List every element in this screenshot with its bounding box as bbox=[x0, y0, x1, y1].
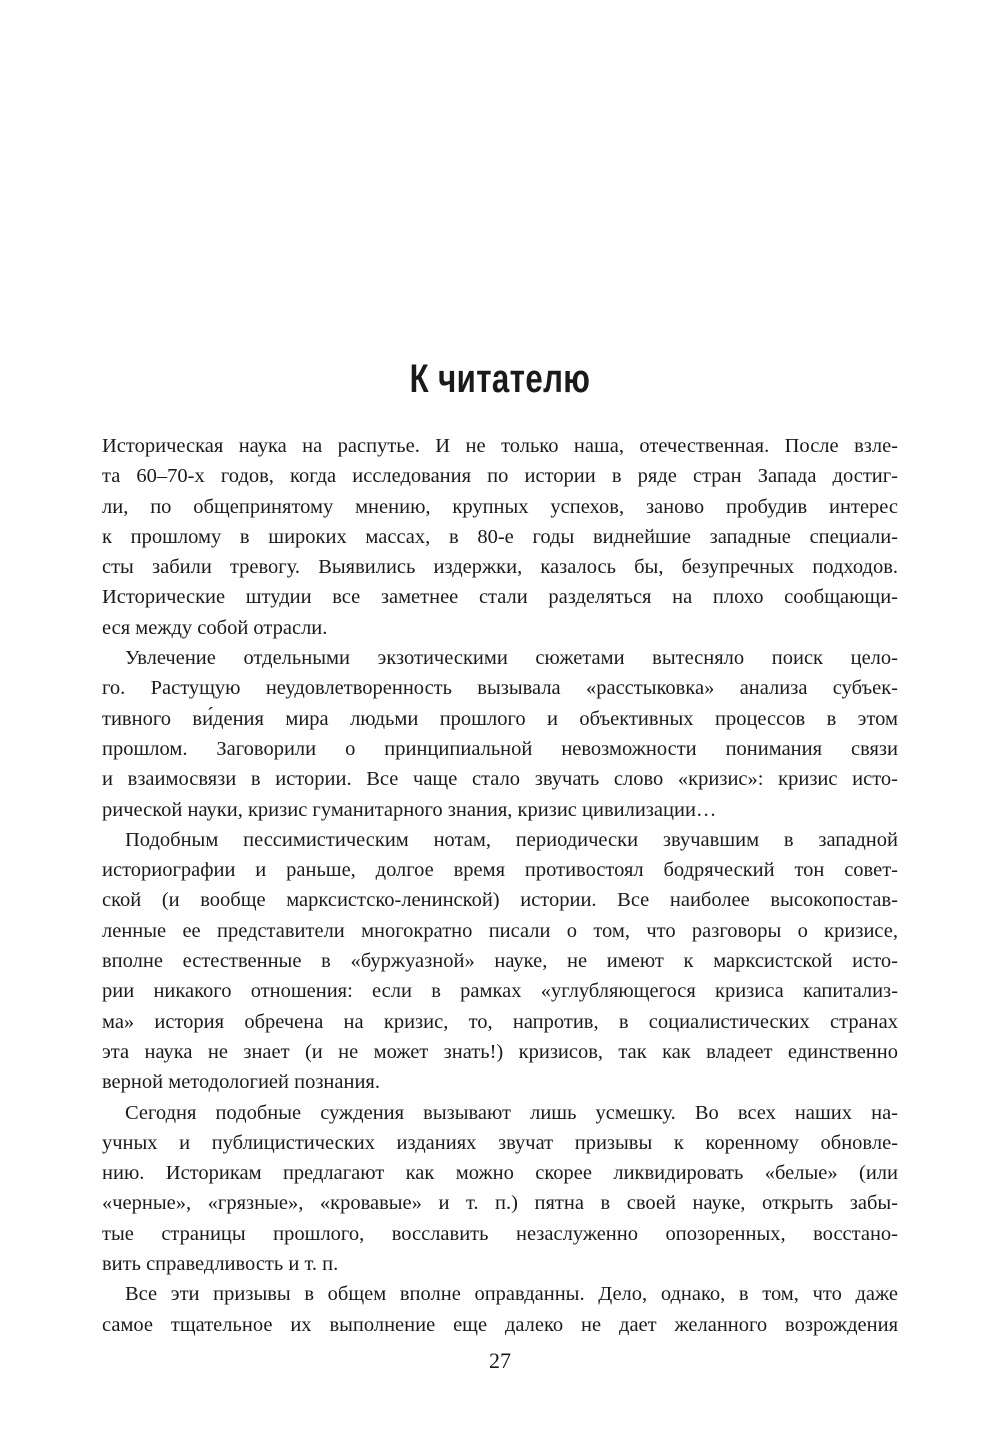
text-line: к прошлому в широких массах, в 80-е годы виднейшие западные специали- bbox=[102, 525, 898, 548]
text-line: самое тщательное их выполнение еще далеко не дает желанного возрождения bbox=[102, 1313, 898, 1336]
text-line: эта наука не знает (и не может знать!) кризисов, так как владеет единственно bbox=[102, 1040, 898, 1063]
text-line: вить справедливость и т. п. bbox=[102, 1253, 339, 1276]
text-line: рической науки, кризис гуманитарного знания, кризис цивилизации… bbox=[102, 798, 717, 821]
text-line: рии никакого отношения: если в рамках «углубляющегося кризиса капитализ- bbox=[102, 980, 898, 1003]
text-line: ли, по общепринятому мнению, крупных успехов, заново пробудив интерес bbox=[102, 495, 898, 518]
paragraph bbox=[102, 1098, 898, 1280]
text-line: «черные», «грязные», «кровавые» и т. п.) пятна в своей науке, открыть забы- bbox=[102, 1192, 898, 1215]
text-line: учных и публицистических изданиях звучат призывы к коренному обновле- bbox=[102, 1131, 898, 1154]
text-line: тые страницы прошлого, восславить незаслуженно опозоренных, восстано- bbox=[102, 1222, 898, 1245]
paragraph bbox=[102, 825, 898, 1098]
text-line: еся между собой отрасли. bbox=[102, 616, 328, 639]
text-line: верной методологией познания. bbox=[102, 1071, 380, 1094]
body-text bbox=[102, 431, 898, 1340]
paragraph bbox=[102, 431, 898, 643]
text-line: сты забили тревогу. Выявились издержки, казалось бы, безупречных подходов. bbox=[102, 556, 898, 579]
text-line: Подобным пессимистическим нотам, периодически звучавшим в западной bbox=[125, 828, 898, 851]
text-line: Все эти призывы в общем вполне оправданны. Дело, однако, в том, что даже bbox=[125, 1283, 898, 1306]
text-line: тивного ви́дения мира людьми прошлого и объективных процессов в этом bbox=[102, 707, 898, 730]
text-line: историографии и раньше, долгое время противостоял бодряческий тон совет- bbox=[102, 859, 898, 882]
text-line: Сегодня подобные суждения вызывают лишь усмешку. Во всех наших на- bbox=[125, 1101, 898, 1124]
text-line: та 60–70-х годов, когда исследования по истории в ряде стран Запада достиг- bbox=[102, 465, 898, 488]
text-line: ма» история обречена на кризис, то, напротив, в социалистических странах bbox=[102, 1010, 898, 1033]
page-number: 27 bbox=[489, 1348, 511, 1373]
text-line: Историческая наука на распутье. И не только наша, отечественная. После взле- bbox=[102, 435, 898, 457]
text-line: ленные ее представители многократно писали о том, что разговоры о кризисе, bbox=[102, 919, 898, 942]
text-line: нию. Историкам предлагают как можно скорее ликвидировать «белые» (или bbox=[102, 1162, 898, 1185]
text-line: вполне естественные в «буржуазной» науке, не имеют к марксистской исто- bbox=[102, 950, 898, 973]
text-line: ской (и вообще марксистско-ленинской) истории. Все наиболее высокопостав- bbox=[102, 889, 898, 912]
text-line: прошлом. Заговорили о принципиальной невозможности понимания связи bbox=[102, 737, 898, 760]
paragraph bbox=[102, 643, 898, 825]
text-line: Исторические штудии все заметнее стали разделяться на плохо сообщающи- bbox=[102, 586, 898, 609]
text-line: го. Растущую неудовлетворенность вызывала «расстыковка» анализа субъек- bbox=[102, 677, 898, 700]
chapter-title: К читателю bbox=[409, 356, 591, 401]
text-line: Увлечение отдельными экзотическими сюжетами вытесняло поиск цело- bbox=[125, 647, 898, 670]
paragraph bbox=[102, 1279, 898, 1340]
text-line: и взаимосвязи в истории. Все чаще стало звучать слово «кризис»: кризис исто- bbox=[102, 768, 898, 791]
